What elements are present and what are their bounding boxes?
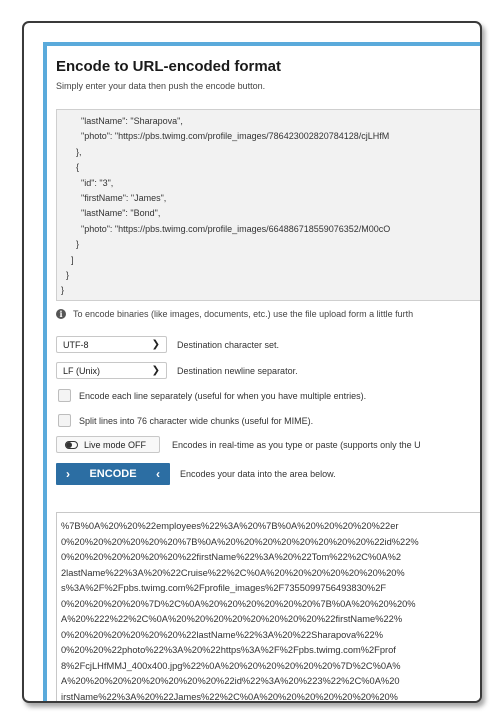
output-line: 0%20%20%20%20%20%20%22lastName%22%3A%20%22Sharapova%22% <box>61 629 383 640</box>
output-textarea[interactable] <box>56 512 482 703</box>
each-line-row <box>56 389 366 402</box>
newline-description: Destination newline separator. <box>177 365 298 376</box>
encode-row <box>56 463 336 485</box>
output-lines <box>57 513 482 703</box>
output-line: 0%20%20%22photo%22%3A%20%22https%3A%2F%2Fpbs.twimg.com%2Fprof <box>61 645 396 655</box>
newline-select[interactable] <box>56 362 167 379</box>
output-line: 8%2FcjLHfMMJ_400x400.jpg%22%0A%20%20%20%20%20%20%7D%2C%0A% <box>61 660 401 671</box>
encode-description: Encodes your data into the area below. <box>180 469 336 479</box>
charset-value: UTF-8 <box>63 339 89 350</box>
chevron-right-icon: › <box>66 467 70 481</box>
input-line: "photo": "https://pbs.twimg.com/profile_images/786423002820784128/cjLHfM <box>61 131 390 142</box>
output-line: 0%20%20%20%20%20%20%7B%0A%20%20%20%20%20%20%20%20%22id%22% <box>61 536 419 547</box>
input-line: }, <box>61 146 82 157</box>
output-line: A%20%20%20%20%20%20%20%20%22id%22%3A%20%223%22%2C%0A%20 <box>61 676 400 686</box>
newline-value: LF (Unix) <box>63 365 101 376</box>
charset-row <box>56 336 279 353</box>
encoder-panel <box>43 42 482 703</box>
input-lines <box>57 110 482 299</box>
input-line: "lastName": "Sharapova", <box>61 116 183 126</box>
charset-description: Destination character set. <box>177 339 280 350</box>
input-line: } <box>61 239 80 250</box>
info-text: To encode binaries (like images, documents, etc.) use the file upload form a little furth <box>73 309 414 319</box>
toggle-off-icon <box>65 441 78 449</box>
each-line-checkbox[interactable] <box>58 389 71 402</box>
live-mode-toggle[interactable] <box>56 436 160 453</box>
input-line: "id": "3", <box>61 177 114 188</box>
input-line: "photo": "https://pbs.twimg.com/profile_images/664886718559076352/M00cO <box>61 223 391 234</box>
input-line: "firstName": "James", <box>61 193 167 204</box>
chevron-down-icon: ❯ <box>151 365 160 376</box>
live-mode-label: Live mode OFF <box>84 439 147 450</box>
encode-button-label: ENCODE <box>89 468 137 480</box>
split-lines-label: Split lines into 76 character wide chunks (useful for MIME). <box>79 415 314 426</box>
input-line: ] <box>61 254 74 265</box>
chevron-down-icon: ❯ <box>151 339 160 350</box>
input-line: } <box>61 285 65 296</box>
split-lines-checkbox[interactable] <box>58 414 71 427</box>
binary-info-note <box>56 309 413 319</box>
chevron-left-icon: ‹ <box>156 467 160 481</box>
split-lines-row <box>56 414 313 427</box>
page-title: Encode to URL-encoded format <box>56 58 282 75</box>
window-frame <box>22 21 482 703</box>
output-line: 0%20%20%20%20%20%20%22firstName%22%3A%20%22Tom%22%2C%0A%2 <box>61 552 402 562</box>
charset-select[interactable] <box>56 336 167 353</box>
newline-row <box>56 362 298 379</box>
output-line: irstName%22%3A%20%22James%22%2C%0A%20%20%20%20%20%20%20% <box>61 691 398 702</box>
output-line: 0%20%20%20%20%7D%2C%0A%20%20%20%20%20%20%7B%0A%20%20%20% <box>61 598 416 609</box>
page-subtitle: Simply enter your data then push the encode button. <box>56 81 266 91</box>
input-line: "lastName": "Bond", <box>61 208 161 219</box>
info-icon: i <box>56 309 66 319</box>
output-line: A%20%222%22%2C%0A%20%20%20%20%20%20%20%20%22firstName%22% <box>61 614 403 624</box>
output-line: 2lastName%22%3A%20%22Cruise%22%2C%0A%20%20%20%20%20%20%20% <box>61 567 405 578</box>
live-mode-row <box>56 436 421 453</box>
output-line: s%3A%2F%2Fpbs.twimg.com%2Fprofile_images%2F7355099756493830%2F <box>61 583 387 593</box>
each-line-label: Encode each line separately (useful for when you have multiple entries). <box>79 390 367 401</box>
input-line: { <box>61 162 80 173</box>
live-mode-description: Encodes in real-time as you type or paste (supports only the U <box>172 439 421 450</box>
output-line: %7B%0A%20%20%22employees%22%3A%20%7B%0A%20%20%20%20%22er <box>61 521 399 531</box>
input-textarea[interactable] <box>56 109 482 301</box>
input-line: } <box>61 270 70 281</box>
encode-button[interactable] <box>56 463 170 485</box>
